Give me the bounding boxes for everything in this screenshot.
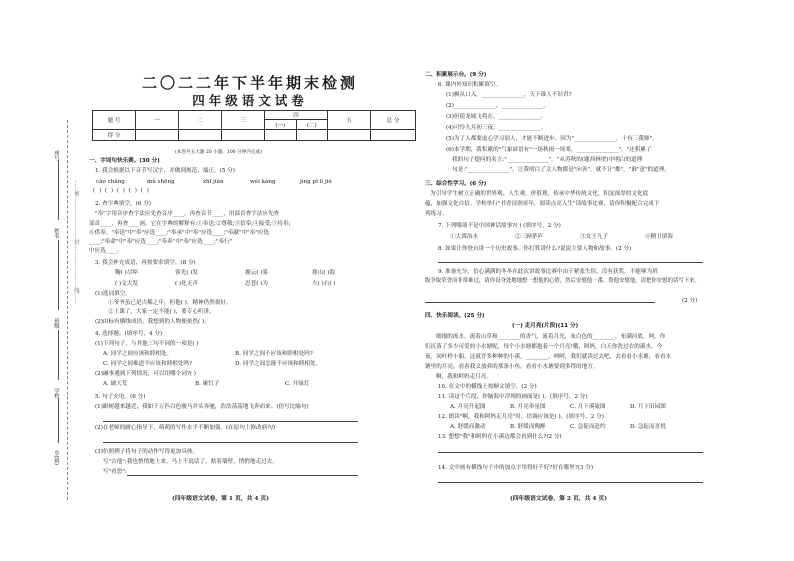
q4-opt-d[interactable]: D. 同学之间怎能不应该和睦相处。 xyxy=(235,361,322,367)
answer-line[interactable] xyxy=(438,452,703,453)
page-footer-right: (四年级语文试卷，第 2 页，共 4 页) xyxy=(510,496,607,502)
answer-parens[interactable]: ( ) ( ) ( ) ( ) ( ) xyxy=(93,188,150,194)
q12-opt-d[interactable]: D. 急促而喜悦 xyxy=(630,424,666,430)
q6-line-1: (1)枫从口入，_______________，天下谁人不识君? xyxy=(446,92,572,98)
q4-opt2-c[interactable]: C. 开绿灯 xyxy=(285,381,310,387)
q9-score: (2 分) xyxy=(682,298,698,304)
q3-sub1a: ①爷爷虽已是古稀之年，但他( )，精神仍然很好。 xyxy=(108,300,232,306)
s3-intro-2: 蕴，加强文化自信。学校举行"书香浸润童年，阅读点亮人生"读故事比赛，请你积极配合完成下 xyxy=(425,201,660,207)
q6-line-2: (2)_______________，_______________。 xyxy=(446,103,550,109)
reading-1-p3: 夜，同叶样小船，这就许多种种的小溪，________，呵呵，我们就读过去吧，去看看小水塘，看看水 xyxy=(425,354,672,360)
q4-opt-a[interactable]: A. 同学之间应该和睦相处。 xyxy=(103,351,173,357)
s3-intro-3: 列练习。 xyxy=(425,211,448,217)
q11-opt-b[interactable]: B. 月亮牵星图 xyxy=(510,404,546,410)
section-2-heading: 二、积累展示台。(9 分) xyxy=(425,72,487,78)
q4-2: (2)融事遇到下列情况，可以用哪个词?( ) xyxy=(95,371,196,377)
q6-line-6b: 我的句子提问的名言:"_______________"。"从苏秋的(题西林壁)中明白的道理 xyxy=(452,157,643,163)
score-table xyxy=(92,110,416,141)
field-line xyxy=(58,330,59,380)
field-seat: 座号 xyxy=(53,150,59,161)
q7-opt-4[interactable]: ④精卫填海 xyxy=(645,234,673,240)
q10-text: 10. 在文中的横线上按顺文填空。(2 分) xyxy=(438,384,537,390)
pinyin-2: mǔ shēng xyxy=(147,179,175,185)
score-cell[interactable] xyxy=(265,130,297,141)
page-footer-left: (四年级语文试卷，第 1 页，共 4 页) xyxy=(172,496,269,502)
idiom-1[interactable]: 鞠( )尽瘁 xyxy=(115,270,138,276)
score-header-cell: 一 xyxy=(136,111,179,130)
score-header-cell: 四 xyxy=(265,111,328,120)
score-cell[interactable] xyxy=(296,130,328,141)
score-header-cell: 三 xyxy=(222,111,265,130)
q6-line-6c: 句是:"_______________"，让我明白了文人物都是"向善"，就不计"都"，"谁"意"的道理。 xyxy=(452,167,671,173)
score-header-cell: 总 分 xyxy=(371,111,416,130)
q2-text: 2. 查字典填空。(6 分) xyxy=(95,201,151,207)
reading-1-title: (一) 走月亮(片段)(11 分) xyxy=(512,323,579,329)
q3-sub2: (2)由标有横线成语，我想到的人物便依然( )。 xyxy=(95,319,210,325)
score-subheader-cell: (一) xyxy=(265,120,297,130)
exam-subtitle: 四年级语文试卷 xyxy=(192,93,308,108)
score-cell[interactable] xyxy=(222,130,265,141)
q5-1: (1)跟树越来越近，我如千万匹白色骏马并头奔驰，浩浩荡荡地飞奔而来。(仿写比喻句) xyxy=(95,404,309,410)
q7-opt-2[interactable]: ②三顾茅庐 xyxy=(515,234,543,240)
q7-opt-3[interactable]: ③女王九子 xyxy=(580,234,608,240)
answer-line[interactable] xyxy=(425,302,655,303)
field-class: 班级 xyxy=(53,318,59,329)
score-subheader-cell: (二) xyxy=(296,120,328,130)
q6-text: 6. 课内外知识积累填空。 xyxy=(438,82,502,88)
q12-opt-b[interactable]: B. 舒缓而陶醉 xyxy=(510,424,546,430)
q5-3a: 写"吉他":我也悄悄地上来，马上不说话了，贴着墙壁，悄悄地走过去。 xyxy=(103,459,278,465)
q11-opt-c[interactable]: C. 月下溪流图 xyxy=(570,404,606,410)
q5-3b: 写"看恐": xyxy=(103,469,127,475)
q11-opt-a[interactable]: A. 月亮升起图 xyxy=(450,404,486,410)
q6-line-6: (6)本学期，我积累的"气象谚语有"一场秋雨一场寒，_______________"。"还积累了 xyxy=(446,147,652,153)
reading-1-p1: 细细的流水，流着山草和________的香气，流着月光，灰白色的________，布满河底，呵，你 xyxy=(436,334,666,340)
answer-line[interactable] xyxy=(438,262,703,263)
q12-opt-c[interactable]: C. 急促而赴约 xyxy=(570,424,606,430)
section-3-heading: 三、综合性学习。(6 分) xyxy=(425,181,487,187)
q2-line-c: ⑥供奉。"奉送"中"奉"应选____;"奉承"中"奉"应选____;"奉献"中"奉"应选 xyxy=(89,230,270,236)
q4-1: (1)下列句子，与其他三句不同的一项是( ) xyxy=(95,341,199,347)
idiom-4[interactable]: 排山( )海 xyxy=(312,270,335,276)
field-line xyxy=(58,240,59,310)
section-1-heading: 一、字词句快乐赛。(30 分) xyxy=(89,158,160,164)
field-line xyxy=(58,398,59,443)
q5-3: (3)仿照例子将句子的动作写得更加具体。 xyxy=(95,449,199,455)
q11-text: 11. 读这个片段，你脑海中浮现的画面是( )。(填序号，2 分) xyxy=(438,394,588,400)
exam-title: 二〇二二年下半年期末检测 xyxy=(141,74,358,92)
seal-label: ……密……………………封……………………线…… xyxy=(73,180,79,305)
q2-line-d: ____;"奉命"中"奉"应选____;"奉养"中"奉"应选____;"奉行" xyxy=(89,239,233,245)
q6-line-5: (5)为了人都要虚心学习别人，才能不断进步。因为"_______________，十有三我师"。 xyxy=(446,136,658,142)
field-name: 姓名 xyxy=(53,228,59,239)
q14-text: 14. 文中画有横线句子中的加点字用得好不好?好在哪里?(3 分) xyxy=(438,465,594,471)
q4-text: 4. 选择题。(填序号，4 分) xyxy=(95,331,163,337)
q4-opt-c[interactable]: C. 同学之间难道不应该和睦相处吗? xyxy=(103,361,192,367)
idiom-6[interactable]: ( )化无声 xyxy=(175,281,198,287)
reading-1-p2: 们沉落了多少可爱的小水塘呢，每个小水塘都抱着一个月亮!哦，阿妈，白天你洗过衣的溪水，今 xyxy=(425,344,663,350)
score-header-cell: 题 号 xyxy=(93,111,136,130)
field-town: 乡(镇) xyxy=(53,450,59,466)
q4-opt2-b[interactable]: B. 碰钉子 xyxy=(195,381,220,387)
q4-opt2-a[interactable]: A. 破天荒 xyxy=(103,381,128,387)
score-cell[interactable] xyxy=(136,130,179,141)
score-header-cell: 五 xyxy=(328,111,371,130)
q5-text: 5. 句子充电。(6 分) xyxy=(95,394,146,400)
q3-sub1b: ②上课了，大家一定不能( )，要专心听讲。 xyxy=(108,309,215,315)
exam-note: (本卷共五大题 20 小题，100 分钟内完成) xyxy=(175,150,262,155)
answer-line[interactable] xyxy=(103,421,358,422)
field-school: 学校 xyxy=(53,388,59,399)
q6-line-3: (3)但使龙城飞将在，_______________。 xyxy=(446,114,547,120)
q3-sub1: (1)选词填空。 xyxy=(95,291,131,297)
q1-text: 1. 我会根据以下音节写汉字，并做到规范、端正。(5 分) xyxy=(95,168,235,174)
reading-1-p4: 塘里的月亮，看看我又放养的那条小鱼，看看小水塘要到多得的地方。 xyxy=(425,364,599,370)
q9-text: 9. 准备充分，信心满满的冬冬在此次讲故事比赛中由于紧张失误，没有获奖，不能够为班 xyxy=(438,269,658,275)
answer-line[interactable] xyxy=(127,475,358,476)
q4-opt-b[interactable]: B. 同学之间不应该和睦相处吗? xyxy=(235,351,313,357)
score-cell[interactable] xyxy=(371,130,416,141)
seal-line xyxy=(67,120,68,500)
q12-text: 12. 朗读"啊，我和阿妈走月亮"时，语调应该是( )。(填序号，2 分) xyxy=(438,414,604,420)
q9-text-cont: 级争取荣誉而非常难过，请你设身处地地想一想他的心情，然后安慰他一番，帮他安慰他，请把你安慰的话写下来。 xyxy=(425,278,700,284)
section-4-heading: 四、快乐阅读。(25 分) xyxy=(425,313,485,319)
idiom-7[interactable]: 忍苍( )为 xyxy=(245,281,268,287)
answer-line[interactable] xyxy=(103,442,358,443)
q2-line-e: 中应选____。 xyxy=(89,248,123,254)
q5-2: (2)在老师的耐心指导下，萌萌的写作水平不断加强。(在原句上修改病句) xyxy=(95,425,276,431)
score-header-cell: 二 xyxy=(179,111,222,130)
q7-text: 7. 下列哪项不是中国神话故事?( ) (填序号，2 分) xyxy=(438,223,561,229)
score-cell[interactable] xyxy=(328,130,371,141)
pinyin-5: jìng pī lì jié xyxy=(300,179,332,185)
pinyin-3: zhī jiān xyxy=(203,179,224,185)
idiom-8[interactable]: 左( )右( ) xyxy=(312,281,336,287)
q13-text: 13. 想想"我"和阿妈在小溪边都会看到什么?(2 分) xyxy=(438,434,562,440)
q11-opt-d[interactable]: D. 月下田园图 xyxy=(630,404,666,410)
score-cell[interactable] xyxy=(179,130,222,141)
reading-1-p5: 啊，我和阿妈走月亮。 xyxy=(436,374,492,380)
q2-line-b: 部首____，再查____画。它在字典的解释有:①奉送;②尊敬;③信奉;④接受;⑤侍奉; xyxy=(89,221,291,227)
answer-line[interactable] xyxy=(438,482,703,483)
q12-opt-a[interactable]: A. 舒缓而激动 xyxy=(450,424,486,430)
q3-text: 3. 我会补充成语，再按要求填空。(8 分) xyxy=(95,260,196,266)
pinyin-1: cāo chǎng xyxy=(96,179,125,185)
idiom-5[interactable]: ( )文大发 xyxy=(115,281,138,287)
q2-line-a: "奉"字用音序查字法应先查音序____，再查音节____，用部首查字法应先查 xyxy=(95,211,280,217)
pinyin-4: wéi kàng xyxy=(250,179,276,185)
score-row-label: 得 分 xyxy=(93,130,136,141)
field-line xyxy=(58,160,59,220)
s3-intro-1: 为引导学生树立正确的世界观、人生观、价值观，传承中华传统文化，积淀深厚的文化底 xyxy=(430,191,649,197)
idiom-2[interactable]: 蓉光( )发 xyxy=(175,270,198,276)
q7-opt-1[interactable]: ①大禹治水 xyxy=(450,234,478,240)
q8-text: 8. 如果让你登台讲一个历史故事，你打算讲什么?说说主要人物和故事。(2 分) xyxy=(438,246,632,252)
q6-line-4: (4)可怜九月初三夜，_______________。 xyxy=(446,125,547,131)
idiom-3[interactable]: 拥云( )雾 xyxy=(245,270,268,276)
